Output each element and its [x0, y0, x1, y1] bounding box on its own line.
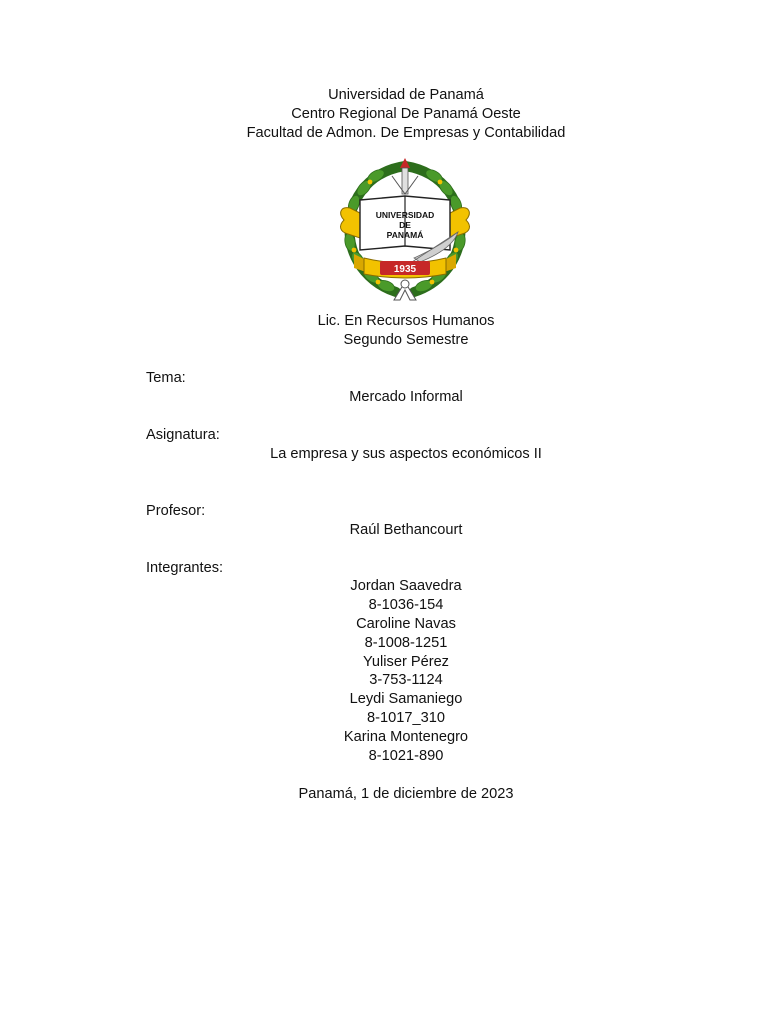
member-name: Caroline Navas [356, 615, 456, 632]
member-id: 8-1021-890 [368, 748, 444, 765]
regional-center: Centro Regional De Panamá Oeste [291, 106, 521, 122]
member-name: Jordan Saavedra [350, 578, 462, 594]
asignatura-text: La empresa y sus aspectos económicos II [270, 446, 542, 462]
document-date: Panamá, 1 de diciembre de 2023 [298, 786, 514, 802]
asignatura-label: Asignatura: [146, 427, 220, 443]
member-id: 8-1017_310 [367, 710, 445, 727]
integrantes-list [0, 577, 768, 766]
faculty-name: Facultad de Admon. De Empresas y Contabilidad [246, 125, 566, 141]
integrantes-label: Integrantes: [146, 560, 224, 576]
profesor-text: Raúl Bethancourt [349, 522, 463, 538]
tema-label: Tema: [146, 370, 186, 386]
asignatura-value [0, 445, 768, 464]
member-name: Karina Montenegro [343, 729, 469, 746]
university-name: Universidad de Panamá [328, 87, 484, 103]
semester: Segundo Semestre [343, 332, 469, 348]
tema-value [0, 388, 768, 407]
member-id: 8-1036-154 [368, 596, 444, 613]
university-seal [336, 158, 474, 304]
date-block [0, 785, 768, 804]
member-id: 3-753-1124 [369, 672, 443, 689]
tema-text: Mercado Informal [349, 389, 463, 405]
member-name: Leydi Samaniego [349, 691, 463, 708]
seal-year: 1935 [393, 264, 417, 275]
profesor-value [0, 521, 768, 540]
member-id: 8-1008-1251 [364, 634, 448, 651]
seal-line-3: PANAMÁ [386, 230, 424, 240]
member-name: Yuliser Pérez [363, 653, 449, 670]
program-block [0, 312, 768, 350]
seal-line-1: UNIVERSIDAD [375, 210, 435, 220]
seal-line-2: DE [399, 220, 411, 230]
header-block [0, 86, 768, 143]
seal-emblem-icon [336, 158, 474, 304]
degree-name: Lic. En Recursos Humanos [317, 313, 495, 329]
profesor-label: Profesor: [146, 503, 206, 519]
